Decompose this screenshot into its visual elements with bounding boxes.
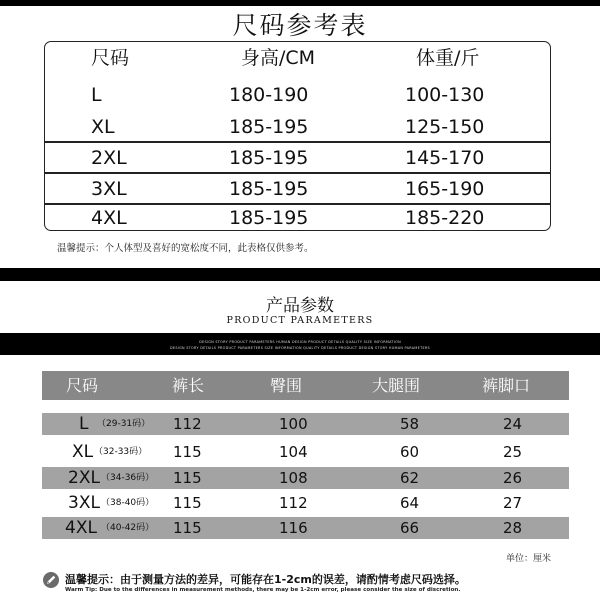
banner-micro-text: DESIGN STORY DETAILS PRODUCT PARAMETERS SIZE INFORMATION QUALITY DETAILS PRODUCT DESIGN STORY HUMAN PARAMETERS [169, 346, 431, 350]
weight-cell: 100-130 [405, 84, 485, 106]
size-cell: L [79, 414, 89, 434]
pencil-icon [43, 572, 59, 588]
size-cell: L [91, 84, 102, 106]
size-reference-header-weight: 体重/斤 [416, 47, 480, 69]
size-reference-header-size: 尺码 [91, 47, 130, 69]
size-cell: 3XL [91, 178, 127, 200]
height-cell: 185-195 [229, 116, 309, 138]
section-divider-bar [0, 268, 600, 281]
height-cell: 185-195 [229, 147, 309, 169]
table-row [42, 467, 569, 489]
product-parameters-subtitle: PRODUCT PARAMETERS [226, 315, 374, 326]
hem-cell: 26 [503, 469, 523, 487]
size-reference-table [44, 41, 551, 231]
header-length: 裤长 [172, 376, 205, 395]
hem-cell: 25 [503, 443, 523, 461]
size-reference-tip: 温馨提示：个人体型及喜好的宽松度不同，此表格仅供参考。 [57, 243, 314, 254]
banner-micro-text: DESIGN STORY PRODUCT PARAMETERS HUMAN DESIGN PRODUCT DETAILS QUALITY SIZE INFORMATION [199, 340, 401, 344]
height-cell: 185-195 [229, 178, 309, 200]
size-reference-header-height: 身高/CM [241, 47, 316, 69]
measurement-tip-english: Warm Tip: Due to the differences in measurement methods, there may be 1-2cm error, please consider the size of discretion. [65, 587, 461, 593]
length-cell: 115 [173, 469, 202, 487]
height-cell: 180-190 [229, 84, 309, 106]
waist-size-cell: （34-36码） [101, 473, 155, 483]
table-row [45, 112, 550, 143]
length-cell: 115 [173, 519, 202, 537]
length-cell: 115 [173, 494, 202, 512]
size-cell: XL [91, 116, 115, 138]
length-cell: 112 [173, 415, 202, 433]
size-reference-title: 尺码参考表 [232, 11, 368, 40]
size-cell: 2XL [68, 468, 100, 488]
size-cell: 3XL [68, 493, 100, 513]
hip-cell: 108 [279, 469, 308, 487]
thigh-cell: 66 [400, 519, 420, 537]
hip-cell: 104 [279, 443, 308, 461]
table-row [42, 441, 569, 463]
product-parameters-title: 产品参数 [266, 296, 334, 316]
dark-banner [0, 333, 600, 355]
height-cell: 185-195 [229, 207, 309, 229]
table-row [45, 203, 550, 234]
table-row [42, 517, 569, 539]
weight-cell: 165-190 [405, 178, 485, 200]
size-cell: 2XL [91, 147, 127, 169]
table-row [45, 80, 550, 111]
table-row [45, 143, 550, 174]
length-cell: 115 [173, 443, 202, 461]
waist-size-cell: （29-31码） [97, 419, 151, 429]
waist-size-cell: （38-40码） [101, 498, 155, 508]
hip-cell: 112 [279, 494, 308, 512]
thigh-cell: 64 [400, 494, 420, 512]
header-size: 尺码 [66, 376, 99, 395]
size-cell: XL [72, 442, 94, 462]
hem-cell: 28 [503, 519, 523, 537]
size-cell: 4XL [65, 518, 97, 538]
weight-cell: 125-150 [405, 116, 485, 138]
weight-cell: 185-220 [405, 207, 485, 229]
hip-cell: 100 [279, 415, 308, 433]
waist-size-cell: （40-42码） [101, 523, 155, 533]
header-hip: 臀围 [270, 376, 303, 395]
thigh-cell: 58 [400, 415, 420, 433]
thigh-cell: 60 [400, 443, 420, 461]
hip-cell: 116 [279, 519, 308, 537]
size-cell: 4XL [91, 207, 127, 229]
table-row [45, 174, 550, 205]
measurement-tip: 温馨提示：由于测量方法的差异，可能存在1-2cm的误差，请酌情考虑尺码选择。 [65, 573, 466, 586]
table-row [42, 413, 569, 435]
waist-size-cell: （32-33码） [94, 447, 148, 457]
header-hem: 裤脚口 [482, 376, 531, 395]
size-reference-header-row [45, 43, 550, 74]
header-thigh: 大腿围 [372, 376, 421, 395]
thigh-cell: 62 [400, 469, 420, 487]
table-row [42, 492, 569, 514]
parameters-header-row [42, 371, 569, 400]
unit-label: 单位：厘米 [506, 554, 552, 564]
hem-cell: 24 [503, 415, 523, 433]
weight-cell: 145-170 [405, 147, 485, 169]
hem-cell: 27 [503, 494, 523, 512]
